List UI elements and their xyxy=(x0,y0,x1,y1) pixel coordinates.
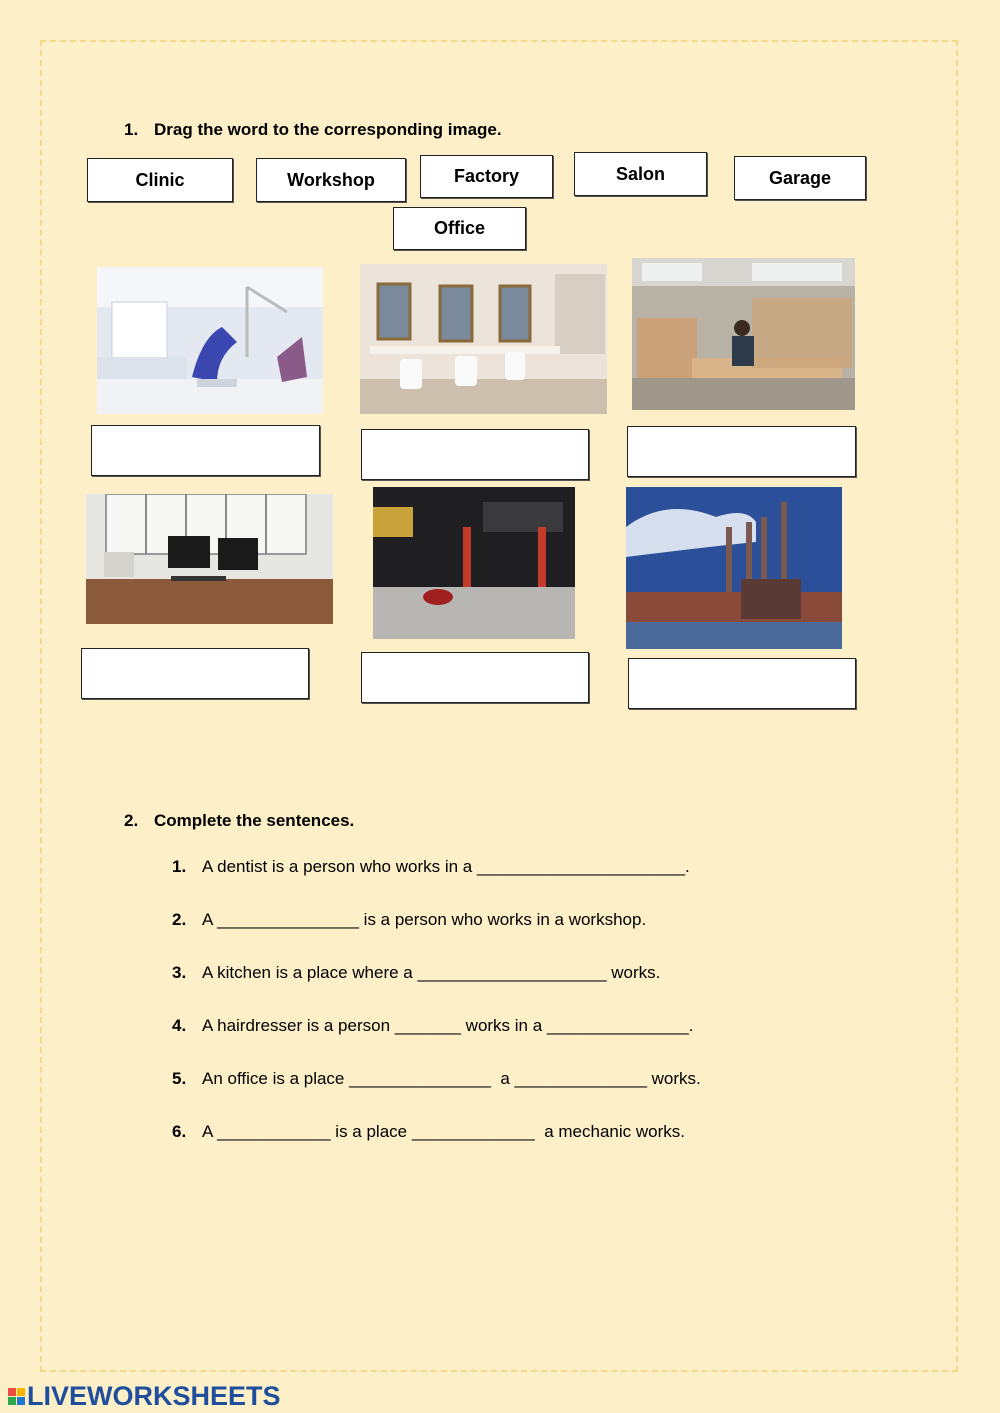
word-workshop[interactable]: Workshop xyxy=(256,158,406,202)
drop-box-factory[interactable] xyxy=(628,658,856,709)
word-office[interactable]: Office xyxy=(393,207,526,250)
sentence-1[interactable]: 1. A dentist is a person who works in a ______________________. xyxy=(172,857,690,876)
car-garage-photo xyxy=(373,487,575,639)
word-clinic[interactable]: Clinic xyxy=(87,158,233,202)
section-2-heading: 2. Complete the sentences. xyxy=(124,811,355,830)
sentence-3[interactable]: 3. A kitchen is a place where a ____________________ works. xyxy=(172,963,661,982)
word-salon[interactable]: Salon xyxy=(574,152,707,196)
carpentry-workshop-photo xyxy=(632,258,855,410)
dentist-clinic-photo xyxy=(97,267,323,414)
sentence-2[interactable]: 2. A _______________ is a person who works in a workshop. xyxy=(172,910,647,929)
logo-text: LIVEWORKSHEETS xyxy=(27,1380,281,1411)
section-1-heading: 1. Drag the word to the corresponding image. xyxy=(124,120,502,139)
sentence-6[interactable]: 6. A ____________ is a place _____________ a mechanic works. xyxy=(172,1122,685,1141)
drop-box-workshop[interactable] xyxy=(627,426,856,477)
hair-salon-photo xyxy=(360,264,607,414)
liveworksheets-logo xyxy=(8,1381,281,1411)
factory-photo xyxy=(626,487,842,649)
drop-box-salon[interactable] xyxy=(361,429,589,480)
drop-box-clinic[interactable] xyxy=(91,425,320,476)
drop-box-garage[interactable] xyxy=(361,652,589,703)
drop-box-office[interactable] xyxy=(81,648,309,699)
office-photo xyxy=(86,494,333,624)
word-garage[interactable]: Garage xyxy=(734,156,866,200)
sentence-4[interactable]: 4. A hairdresser is a person _______ works in a _______________. xyxy=(172,1016,694,1035)
sentence-5[interactable]: 5. An office is a place _______________ a ______________ works. xyxy=(172,1069,701,1088)
logo-grid-icon xyxy=(8,1388,25,1405)
word-factory[interactable]: Factory xyxy=(420,155,553,198)
